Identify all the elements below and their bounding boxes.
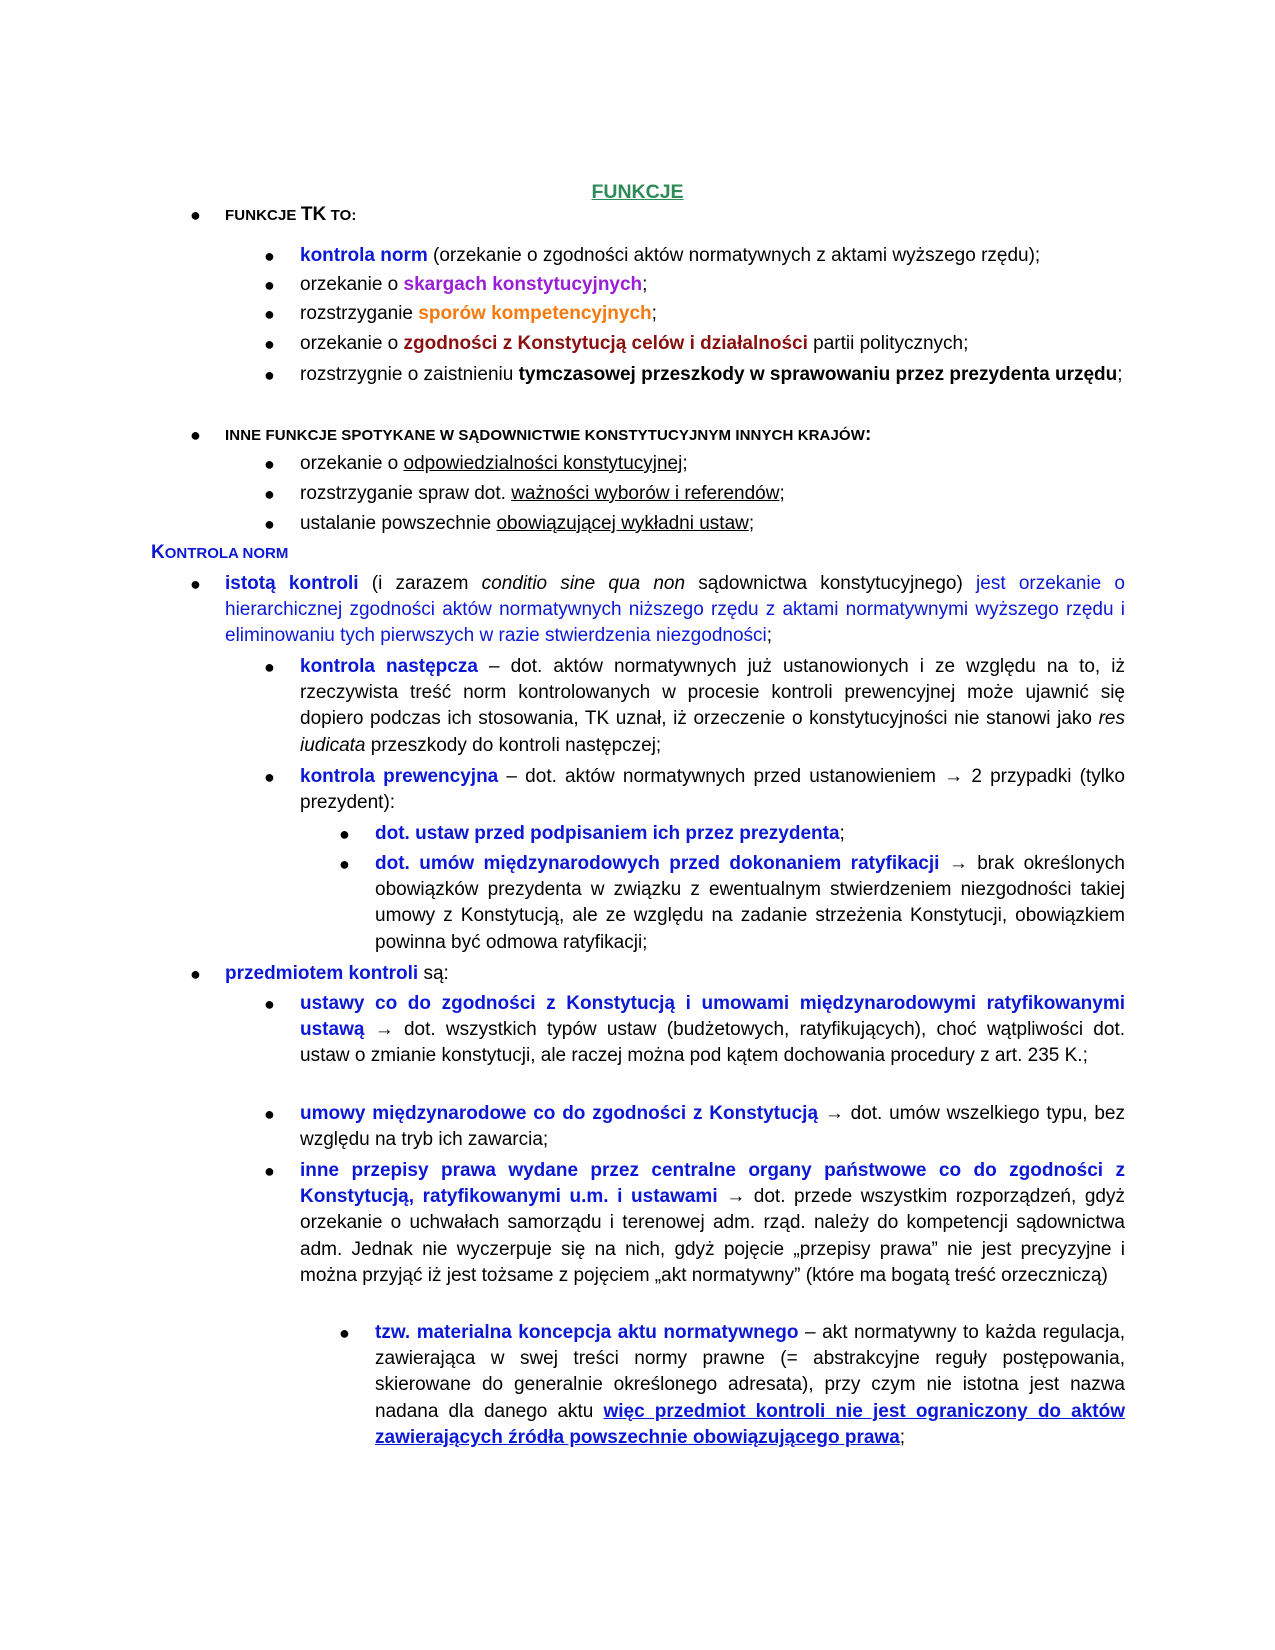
list-item: ● dot. ustaw przed podpisaniem ich przez prezydenta; [375, 821, 1125, 847]
bullet-icon: ● [264, 304, 275, 324]
bullet-icon: ● [190, 205, 201, 225]
section-funkcje-tk: ● FUNKCJE TK TO: [225, 202, 356, 229]
bullet-icon: ● [339, 824, 350, 844]
list-item: ● dot. umów międzynarodowych przed dokonaniem ratyfikacji → brak określonych obowiązków prezydenta w związku z ewentualnym stwierdzeniem niezgodności takiej umowy z Konstytucją, ale ze względu na zadanie strzeżenia Konstytucji, obowiązkiem powinna być odmowa ratyfikacji; [339, 853, 1125, 953]
section-heading-kontrola-norm: KONTROLA NORM [151, 542, 289, 563]
list-item: ● ustalanie powszechnie obowiązującej wykładni ustaw; [300, 511, 1125, 537]
bullet-icon: ● [190, 425, 201, 445]
bullet-icon: ● [264, 767, 275, 787]
list-item: ● ustawy co do zgodności z Konstytucją i umowami międzynarodowymi ratyfikowanymi ustawą → dot. wszystkich typów ustaw (budżetowych, ratyfikujących), choć wątpliwości dot. ustaw o zmianie konstytucji, ale raczej można pod kątem dochowania procedury z art. 235 K.; [264, 993, 1125, 1067]
bullet-icon: ● [339, 1323, 350, 1343]
bullet-icon: ● [264, 514, 275, 534]
list-item: ● tzw. materialna koncepcja aktu normatywnego – akt normatywny to każda regulacja, zawierająca w swej treści normy prawne (= abstrakcyjne reguły postępowania, skierowane do generalnie określonego adresata), przy czym nie istotna jest nazwa nadana dla danego aktu więc przedmiot kontroli nie jest ograniczony do aktów zawierających źródła powszechnie obowiązującego prawa; [339, 1322, 1126, 1448]
list-item: ● inne przepisy prawa wydane przez centralne organy państwowe co do zgodności z Konstytucją, ratyfikowanymi u.m. i ustawami → dot. przede wszystkim rozporządzeń, gdyż orzekanie o uchwałach samorządu i terenowej adm. rząd. należy do kompetencji sądownictwa adm. Jednak nie wyczerpuje się na nich, gdyż pojęcie „przepisy prawa” nie jest precyzyjne i można przyjąć iż jest tożsame z pojęciem „akt normatywny” (które ma bogatą treść orzeczniczą) [264, 1160, 1125, 1286]
list-item: ● orzekanie o skargach konstytucyjnych; [300, 272, 1125, 298]
list-item-przedmiot: ● przedmiotem kontroli są: [225, 961, 1125, 987]
bullet-icon: ● [264, 454, 275, 474]
list-item-nastepcza: ● kontrola następcza – dot. aktów normatywnych już ustanowionych i ze względu na to, iż rzeczywista treść norm kontrolowanych w procesie kontroli prewencyjnej może ujawnić się dopiero podczas ich stosowania, TK uznał, iż orzeczenie o konstytucyjności nie stanowi jako res iudicata przeszkody do kontroli następczej; [264, 656, 1125, 756]
bullet-icon: ● [264, 246, 275, 266]
bullet-icon: ● [264, 657, 275, 677]
bullet-icon: ● [264, 1161, 275, 1181]
list-item: ● rozstrzygnie o zaistnieniu tymczasowej przeszkody w sprawowaniu przez prezydenta urzędu; [300, 362, 1125, 388]
bullet-icon: ● [264, 484, 275, 504]
list-item: ● rozstrzyganie sporów kompetencyjnych; [300, 301, 1125, 327]
bullet-icon: ● [190, 964, 201, 984]
list-item-istota: ● istotą kontroli (i zarazem conditio sine qua non sądownictwa konstytucyjnego) jest orzekanie o hierarchicznej zgodności aktów normatywnych niższego rzędu z aktami normatywnymi wyższego rzędu i eliminowaniu tych pierwszych w razie stwierdzenia niezgodności; [190, 573, 1125, 647]
list-item: ● orzekanie o odpowiedzialności konstytucyjnej; [300, 451, 1125, 477]
list-item: ● orzekanie o zgodności z Konstytucją celów i działalności partii politycznych; [300, 331, 1125, 357]
section-inne-funkcje: ● INNE FUNKCJE SPOTYKANE W SĄDOWNICTWIE KONSTYTUCYJNYM INNYCH KRAJÓW: [225, 422, 871, 449]
list-item: ● umowy międzynarodowe co do zgodności z Konstytucją → dot. umów wszelkiego typu, bez względu na tryb ich zawarcia; [264, 1103, 1125, 1151]
list-item: ● kontrola norm (orzekanie o zgodności aktów normatywnych z aktami wyższego rzędu); [300, 243, 1125, 269]
bullet-icon: ● [264, 334, 275, 354]
list-item: ● rozstrzyganie spraw dot. ważności wyborów i referendów; [300, 481, 1125, 507]
bullet-icon: ● [264, 994, 275, 1014]
bullet-icon: ● [190, 574, 201, 594]
bullet-icon: ● [264, 275, 275, 295]
bullet-icon: ● [339, 854, 350, 874]
bullet-icon: ● [264, 1104, 275, 1124]
page-title: FUNKCJE [591, 181, 684, 203]
bullet-icon: ● [264, 365, 275, 385]
list-item-prewencyjna: ● kontrola prewencyjna – dot. aktów normatywnych przed ustanowieniem → 2 przypadki (tylko prezydent): [264, 766, 1125, 814]
